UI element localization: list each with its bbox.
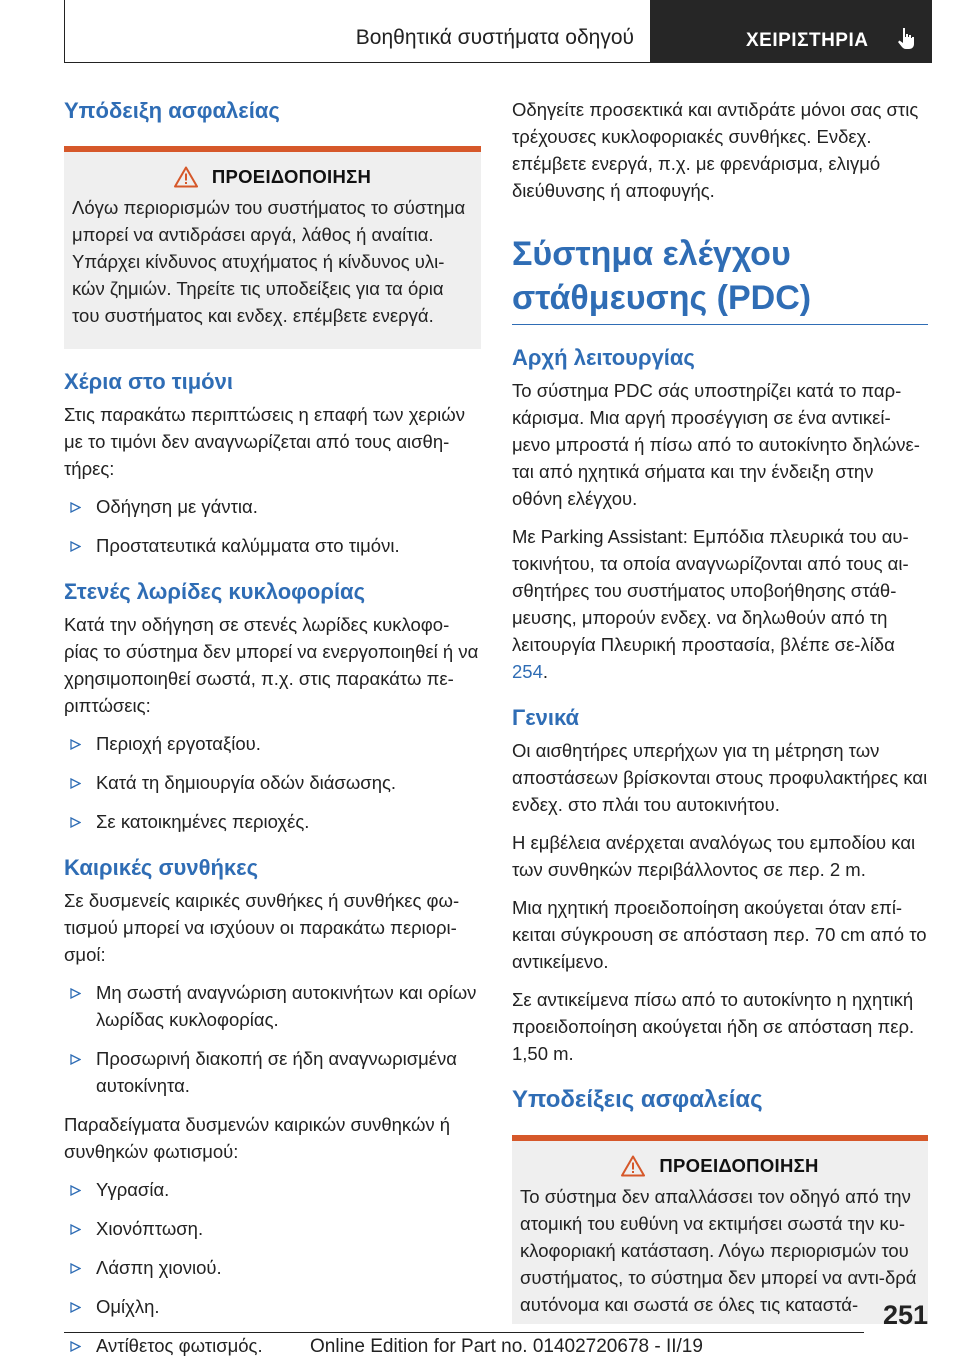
warning-box (64, 146, 481, 349)
weather-examples-intro: Παραδείγματα δυσμενών καιρικών συνθηκών ή συνθηκών φωτισμού: (64, 1114, 451, 1162)
warning-triangle-icon (621, 1155, 645, 1177)
list-item: Κατά τη δημιουργία οδών διάσωσης. (64, 769, 481, 796)
list-item: Υγρασία. (64, 1176, 481, 1203)
bullet-triangle-icon (70, 739, 81, 750)
list-item: Οδήγηση με γάντια. (64, 493, 481, 520)
general-text-3: Μια ηχητική προειδοποίηση ακούγεται όταν επί-κειται σύγκρουση σε απόσταση περ. 70 cm από το αντικείμενο. (512, 897, 927, 972)
weather-intro: Σε δυσμενείς καιρικές συνθήκες ή συνθήκες φω-τισμού μπορεί να ισχύουν οι παρακάτω περιορι-σμοί: (64, 890, 460, 965)
header-bottom-rule (64, 62, 650, 63)
header-chapter-tab[interactable] (650, 0, 932, 63)
safety-note-heading: Υπόδειξη ασφαλείας (64, 98, 280, 123)
principle-heading: Αρχή λειτουργίας (512, 345, 695, 370)
bullet-triangle-icon (70, 1341, 81, 1352)
parking-assistant-text: Με Parking Assistant: Εμπόδια πλευρικά του αυ-τοκινήτου, τα οποία αναγνωρίζονται από τους αι-σθητήρες του συστήματος υποβοήθησης στάθ-μευσης, μπορούν ενδεχ. να δηλωθούν από τη λειτουργία Πλευρική προστασία, βλέπε σε-λίδα 254. (512, 526, 909, 682)
weather-list (64, 979, 481, 1099)
warning-box-2 (512, 1135, 928, 1324)
warning-bar (512, 1135, 928, 1141)
list-item: Μη σωστή αναγνώριση αυτοκινήτων και ορίων λωρίδας κυκλοφορίας. (64, 979, 481, 1033)
principle-text: Το σύστημα PDC σάς υποστηρίζει κατά το παρ-κάρισμα. Μια αργή προσέγγιση σε ένα αντικεί-μενο μπροστά ή πίσω από το αυτοκίνητο δηλώνε-ται από ηχητικά σήματα και την ένδειξη στην οθόνη ελέγχου. (512, 380, 920, 509)
warning-title: ΠΡΟΕΙΔΟΠΟΙΗΣΗ (659, 1155, 819, 1176)
bullet-triangle-icon (70, 541, 81, 552)
weather-heading: Καιρικές συνθήκες (64, 855, 259, 880)
warning-text: Λόγω περιορισμών του συστήματος το σύστημα μπορεί να αντιδράσει αργά, λάθος ή αναίτια. Υπάρχει κίνδυνος ατυχήματος ή κίνδυνος υλι-κών ζημιών. Τηρείτε τις υποδείξεις για τα όρια του συστήματος και ενδεχ. επέμβετε ενεργά. (72, 197, 466, 326)
bullet-triangle-icon (70, 1054, 81, 1065)
bullet-triangle-icon (70, 817, 81, 828)
general-heading: Γενικά (512, 705, 580, 730)
narrow-lanes-heading: Στενές λωρίδες κυκλοφορίας (64, 579, 366, 604)
page-link[interactable]: 254 (512, 661, 543, 682)
general-text-2: Η εμβέλεια ανέρχεται αναλόγως του εμποδίου και των συνθηκών περιβάλλοντος σε περ. 2 m. (512, 832, 916, 880)
warning-triangle-icon (174, 166, 198, 188)
list-item: Προσωρινή διακοπή σε ήδη αναγνωρισμένα αυτοκίνητα. (64, 1045, 481, 1099)
lanes-list (64, 730, 481, 835)
list-item: Λάσπη χιονιού. (64, 1254, 481, 1281)
left-column (64, 96, 481, 1371)
hand-pointer-icon (894, 26, 918, 50)
lanes-intro: Κατά την οδήγηση σε στενές λωρίδες κυκλοφο-ρίας το σύστημα δεν μπορεί να ενεργοποιηθεί ή να χρησιμοποιηθεί σωστά, π.χ. στις παρακάτω πε-ριπτώσεις: (64, 614, 479, 716)
footer-edition: Online Edition for Part no. 01402720678 - II/19 (310, 1336, 703, 1357)
bullet-triangle-icon (70, 1302, 81, 1313)
hands-intro: Στις παρακάτω περιπτώσεις η επαφή των χεριών με το τιμόνι δεν αναγνωρίζεται από τους αισθη-τήρες: (64, 404, 465, 479)
warning-text: Το σύστημα δεν απαλλάσσει τον οδηγό από την ατομική του ευθύνη να εκτιμήσει σωστά την κυ-κλοφοριακή κατάσταση. Λόγω περιορισμών του συστήματος, το σύστημα δεν μπορεί να αντι-δρά αυτόνομα και σωστά σε όλες τις καταστά- (520, 1186, 917, 1315)
safety-notes-heading: Υποδείξεις ασφαλείας (512, 1086, 763, 1113)
footer-rule (64, 1332, 864, 1333)
list-item: Χιονόπτωση. (64, 1215, 481, 1242)
warning-title: ΠΡΟΕΙΔΟΠΟΙΗΣΗ (211, 166, 372, 187)
bullet-triangle-icon (70, 778, 81, 789)
bullet-triangle-icon (70, 988, 81, 999)
bullet-triangle-icon (70, 502, 81, 513)
bullet-triangle-icon (70, 1263, 81, 1274)
hands-on-wheel-heading: Χέρια στο τιμόνι (64, 369, 233, 394)
page-number: 251 (882, 1300, 928, 1330)
right-column (512, 96, 928, 1338)
list-item: Προστατευτικά καλύμματα στο τιμόνι. (64, 532, 481, 559)
pdc-section-heading: Σύστημα ελέγχου στάθμευσης (PDC) (512, 232, 928, 325)
list-item: Σε κατοικημένες περιοχές. (64, 808, 481, 835)
general-text-1: Οι αισθητήρες υπερήχων για τη μέτρηση των αποστάσεων βρίσκονται στους προφυλακτήρες και ενδεχ. στο πλάι του αυτοκινήτου. (512, 740, 928, 815)
list-item: Ομίχλη. (64, 1293, 481, 1320)
header-section-title: Βοηθητικά συστήματα οδηγού (355, 26, 634, 49)
bullet-triangle-icon (70, 1224, 81, 1235)
warning-bar (64, 146, 481, 152)
right-intro: Οδηγείτε προσεκτικά και αντιδράτε μόνοι σας στις τρέχουσες κυκλοφοριακές συνθήκες. Ενδεχ. επέμβετε ενεργά, π.χ. με φρενάρισμα, ελιγμό διεύθυνσης ή αποφυγής. (512, 99, 919, 201)
list-item: Περιοχή εργοταξίου. (64, 730, 481, 757)
chapter-tab-label: ΧΕΙΡΙΣΤΗΡΙΑ (746, 30, 869, 51)
hands-list (64, 493, 481, 559)
bullet-triangle-icon (70, 1185, 81, 1196)
general-text-4: Σε αντικείμενα πίσω από το αυτοκίνητο η ηχητική προειδοποίηση ακούγεται ήδη σε απόσταση περ. 1,50 m. (512, 989, 915, 1064)
list-item: Αντίθετος φωτισμός. (64, 1332, 481, 1359)
